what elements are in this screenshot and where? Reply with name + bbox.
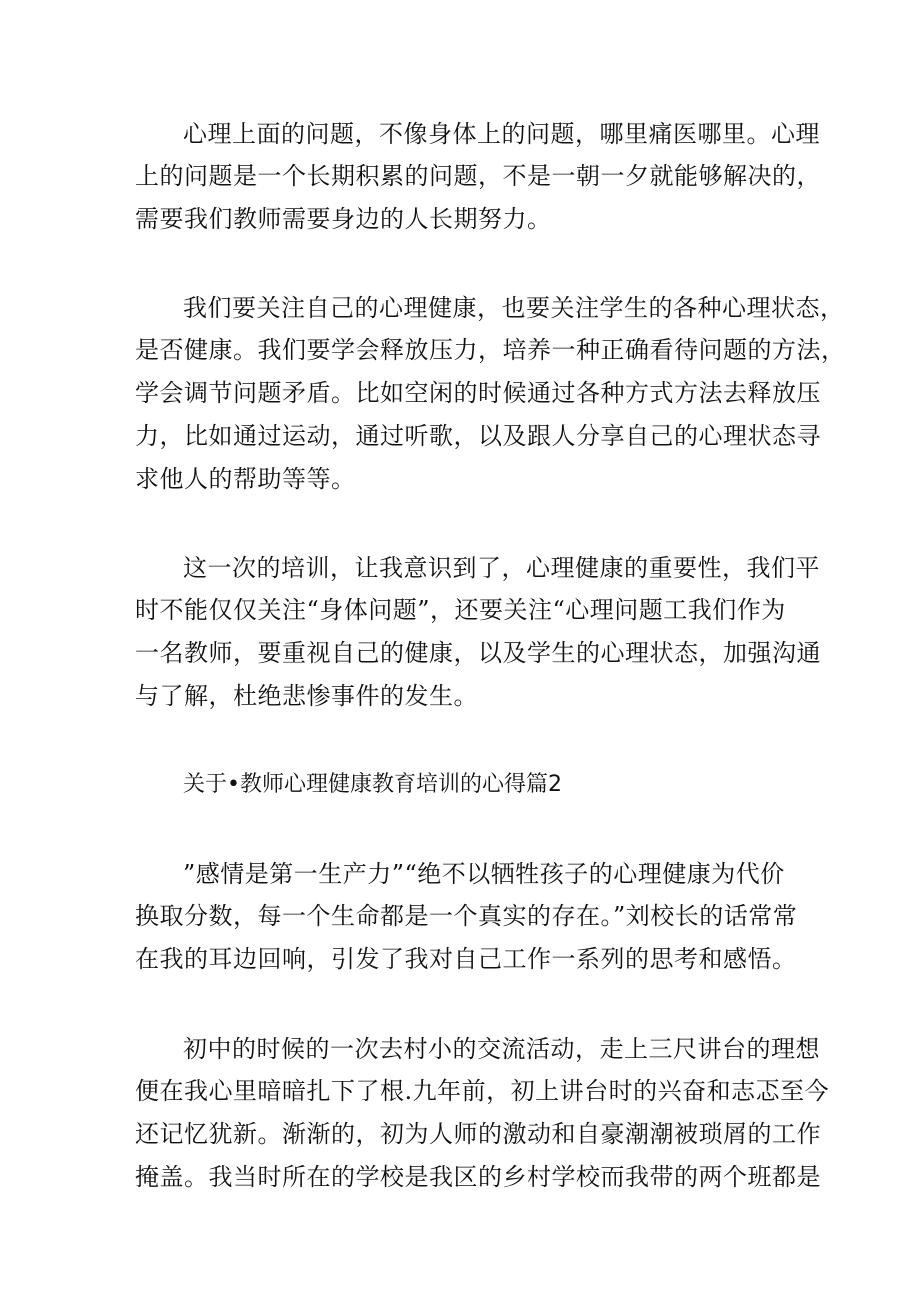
paragraph-line: 与了解，杜绝悲惨事件的发生。 <box>135 682 478 710</box>
paragraph-line: 一名教师，要重视自己的健康，以及学生的心理状态，加强沟通 <box>135 639 821 667</box>
paragraph-line: 力，比如通过运动，通过听歌，以及跟人分享自己的心理状态寻 <box>135 422 821 450</box>
paragraph-line: 上的问题是一个长期积累的问题，不是一朝一夕就能够解决的， <box>135 162 821 190</box>
paragraph-line: 时不能仅仅关注“身体问题”，还要关注“心理问题工我们作为 <box>135 596 786 624</box>
paragraph-line: 初中的时候的一次去村小的交流活动，走上三尺讲台的理想 <box>183 1035 820 1063</box>
paragraph-line: 在我的耳边回响，引发了我对自己工作一系列的思考和感悟。 <box>135 945 797 973</box>
paragraph-line: 求他人的帮助等等。 <box>135 465 356 493</box>
paragraph-line: 还记忆犹新。渐渐的，初为人师的激动和自豪潮潮被琐屑的工作 <box>135 1120 821 1148</box>
paragraph-line: 掩盖。我当时所在的学校是我区的乡村学校而我带的两个班都是 <box>135 1163 821 1191</box>
paragraph-line: 心理上面的问题，不像身体上的问题，哪里痛医哪里。心理 <box>183 120 820 148</box>
paragraph-line: 是否健康。我们要学会释放压力，培养一种正确看待问题的方法， <box>135 336 846 364</box>
paragraph-line: 这一次的培训，让我意识到了，心理健康的重要性，我们平 <box>183 554 820 582</box>
paragraph-line: 换取分数，每一个生命都是一个真实的存在。”刘校长的话常常 <box>135 902 798 930</box>
paragraph-line: 需要我们教师需要身边的人长期努力。 <box>135 205 552 233</box>
section-heading: 关于•教师心理健康教育培训的心得篇2 <box>183 772 562 797</box>
paragraph-line: 便在我心里暗暗扎下了根.九年前，初上讲台时的兴奋和志忑至今 <box>135 1077 830 1105</box>
paragraph-line: 我们要关注自己的心理健康，也要关注学生的各种心理状态， <box>183 294 845 322</box>
paragraph-line: 学会调节问题矛盾。比如空闲的时候通过各种方式方法去释放压 <box>135 379 821 407</box>
paragraph-line: ”感情是第一生产力”“绝不以牺牲孩子的心理健康为代价 <box>183 860 785 888</box>
